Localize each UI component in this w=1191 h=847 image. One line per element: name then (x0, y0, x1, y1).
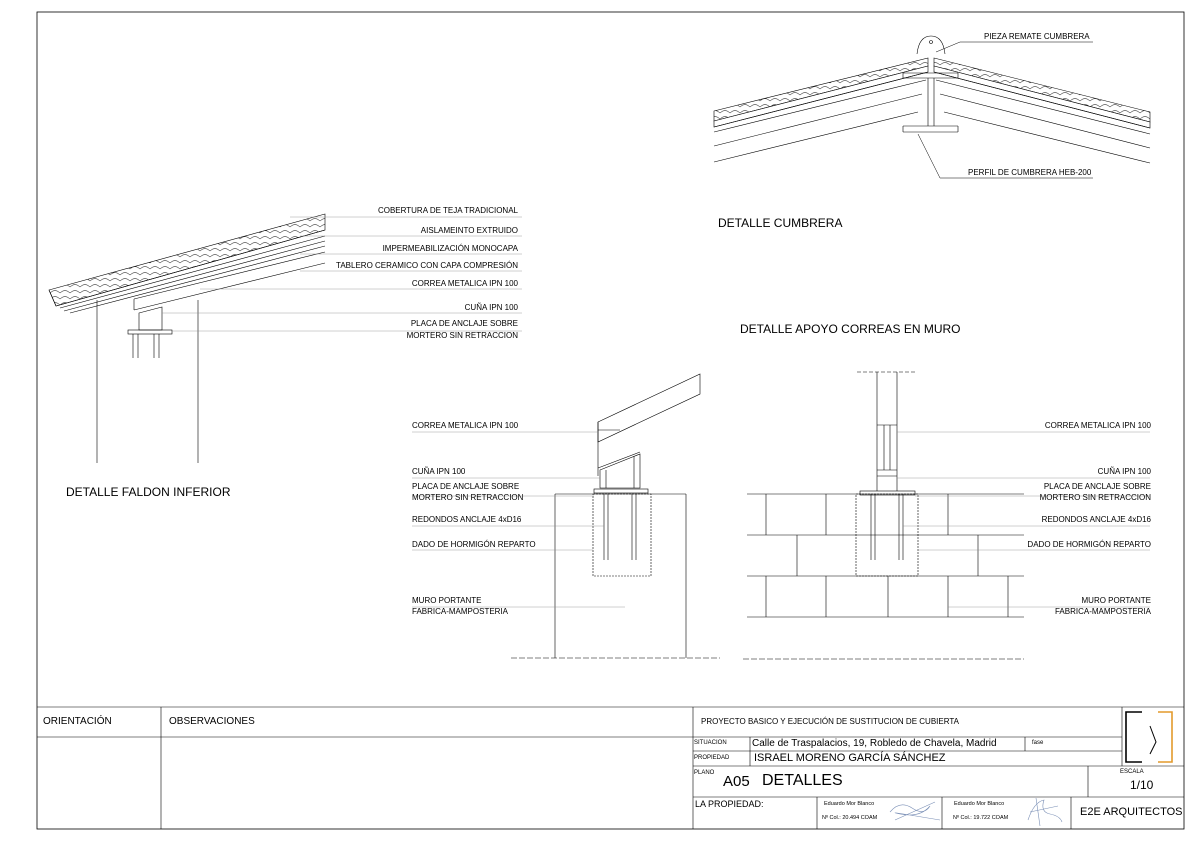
label-perfil-cumbrera: PERFIL DE CUMBRERA HEB-200 (968, 168, 1092, 177)
plano-number: A05 (723, 773, 750, 790)
firm-name: E2E ARQUITECTOS (1080, 806, 1183, 818)
signature-1 (890, 802, 940, 820)
label-left-mortero: MORTERO SIN RETRACCION (412, 493, 524, 502)
label-right-fabrica: FABRICA-MAMPOSTERIA (1054, 607, 1151, 616)
arquitecto-2-colegiado: Nº Col.: 19.722 COAM (953, 815, 1009, 821)
label-tablero: TABLERO CERAMICO CON CAPA COMPRESIÓN (336, 261, 518, 270)
label-right-correa: CORREA METALICA IPN 100 (1044, 421, 1151, 430)
label-right-placa: PLACA DE ANCLAJE SOBRE (1043, 482, 1151, 491)
detail-title-cumbrera: DETALLE CUMBRERA (718, 216, 843, 230)
label-pieza-remate: PIEZA REMATE CUMBRERA (984, 32, 1090, 41)
arquitecto-1-name: Eduardo Mor Blanco (824, 801, 875, 807)
propiedad-value: ISRAEL MORENO GARCÍA SÁNCHEZ (754, 752, 946, 764)
label-mortero: MORTERO SIN RETRACCION (406, 331, 518, 340)
label-placa: PLACA DE ANCLAJE SOBRE (410, 319, 518, 328)
label-right-dado: DADO DE HORMIGÓN REPARTO (1027, 540, 1151, 549)
label-right-mortero: MORTERO SIN RETRACCION (1039, 493, 1151, 502)
detail-title-faldon: DETALLE FALDON INFERIOR (66, 485, 231, 499)
plano-label: PLANO (694, 770, 715, 776)
label-left-correa: CORREA METALICA IPN 100 (412, 421, 519, 430)
signature-2 (1028, 798, 1062, 826)
label-left-redondos: REDONDOS ANCLAJE 4xD16 (412, 515, 522, 524)
propiedad-label: PROPIEDAD (694, 755, 730, 761)
arquitecto-1-colegiado: Nº Col.: 20.494 COAM (822, 815, 878, 821)
label-left-cuna: CUÑA IPN 100 (412, 467, 466, 476)
sheet-border (37, 12, 1184, 829)
escala-value: 1/10 (1130, 778, 1154, 792)
label-cobertura: COBERTURA DE TEJA TRADICIONAL (377, 206, 518, 215)
situacion-label: SITUACION (694, 740, 727, 746)
situacion-value: Calle de Traspalacios, 19, Robledo de Chavela, Madrid (752, 738, 997, 749)
arquitecto-2-name: Eduardo Mor Blanco (954, 801, 1005, 807)
label-left-placa: PLACA DE ANCLAJE SOBRE (412, 482, 520, 491)
label-left-fabrica: FABRICA-MAMPOSTERIA (412, 607, 509, 616)
label-cuna: CUÑA IPN 100 (464, 303, 518, 312)
observaciones-label: OBSERVACIONES (169, 716, 255, 727)
label-aislamiento: AISLAMEINTO EXTRUIDO (420, 226, 518, 235)
label-left-dado: DADO DE HORMIGÓN REPARTO (412, 540, 536, 549)
orientacion-label: ORIENTACIÓN (43, 716, 112, 727)
la-propiedad-label: LA PROPIEDAD: (695, 799, 764, 809)
cumbrera-drawing (714, 36, 1150, 178)
fase-label: fase (1032, 740, 1044, 746)
label-impermeabilizacion: IMPERMEABILIZACIÓN MONOCAPA (382, 244, 518, 253)
escala-label: ESCALA (1120, 769, 1144, 775)
label-left-muro: MURO PORTANTE (412, 596, 482, 605)
proyecto-title: PROYECTO BASICO Y EJECUCIÓN DE SUSTITUCION DE CUBIERTA (701, 717, 959, 726)
label-correa: CORREA METALICA IPN 100 (411, 279, 518, 288)
plano-title: DETALLES (762, 772, 843, 789)
label-right-redondos: REDONDOS ANCLAJE 4xD16 (1041, 515, 1151, 524)
label-right-cuna: CUÑA IPN 100 (1097, 467, 1151, 476)
e2e-logo-icon (1126, 712, 1172, 762)
label-right-muro: MURO PORTANTE (1081, 596, 1151, 605)
detail-title-apoyo: DETALLE APOYO CORREAS EN MURO (740, 322, 961, 336)
